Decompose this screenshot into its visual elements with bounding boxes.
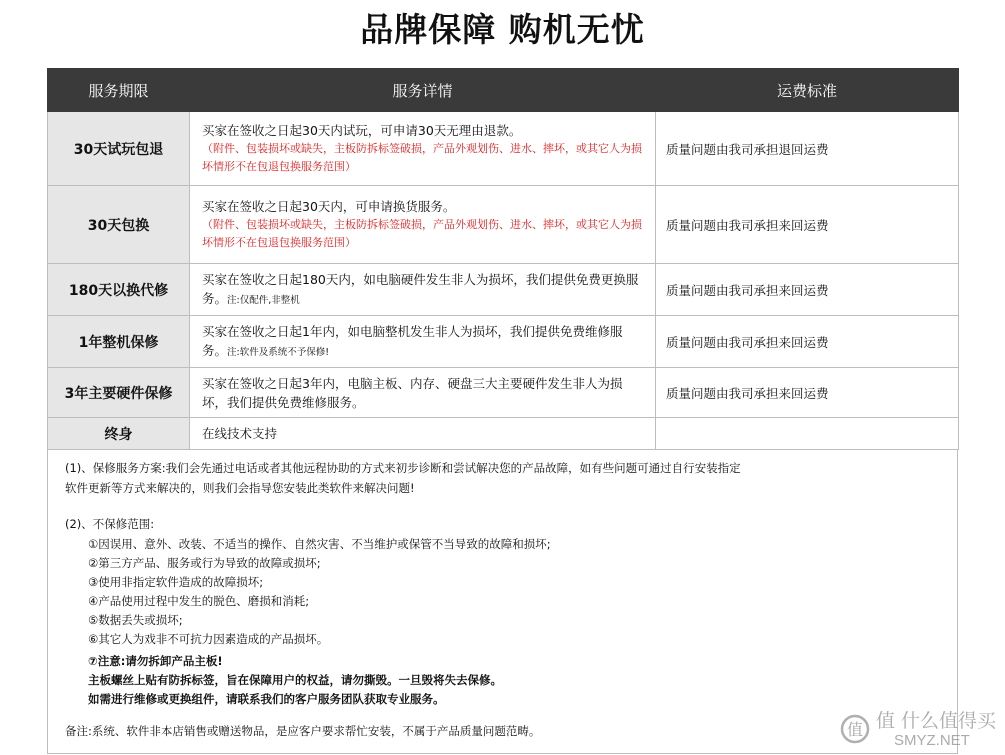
warning-line: 如需进行维修或更换组件，请联系我们的客户服务团队获取专业服务。	[88, 692, 445, 706]
fee-cell: 质量问题由我司承担来回运费	[656, 316, 959, 368]
scope-item: ①因误用、意外、改装、不适当的操作、自然灾害、不当维护或保管不当导致的故障和损坏;	[88, 537, 551, 551]
scope-title: (2)、不保修范围:	[65, 517, 155, 531]
period-cell: 3年主要硬件保修	[48, 368, 190, 418]
scope-item: ②第三方产品、服务或行为导致的故障或损坏;	[88, 556, 321, 570]
detail-text: 买家在签收之日起180天内，如电脑硬件发生非人为损坏，我们提供免费更换服务。	[202, 271, 639, 306]
warning-title: ⑦注意:请勿拆卸产品主板!	[88, 654, 223, 668]
detail-cell	[190, 316, 656, 368]
scope-item: ④产品使用过程中发生的脱色、磨损和消耗;	[88, 594, 310, 608]
table-header-row	[48, 69, 959, 112]
fee-cell: 质量问题由我司承担来回运费	[656, 368, 959, 418]
header-shipping-fee: 运费标准	[656, 69, 959, 112]
detail-inline-note: 注:仅配件,非整机	[227, 294, 300, 306]
header-service-detail: 服务详情	[190, 69, 656, 112]
scope-item: ⑤数据丢失或损坏;	[88, 613, 183, 627]
period-cell: 30天包换	[48, 186, 190, 264]
service-table	[47, 68, 959, 450]
detail-cell: 在线技术支持	[190, 418, 656, 450]
detail-cell	[190, 264, 656, 316]
header-service-period: 服务期限	[48, 69, 190, 112]
period-cell: 180天以换代修	[48, 264, 190, 316]
warning-line: 主板螺丝上贴有防拆标签，旨在保障用户的权益，请勿撕毁。一旦毁将失去保修。	[88, 673, 502, 687]
remark-line: 备注:系统、软件非本店销售或赠送物品，是应客户要求帮忙安装，不属于产品质量问题范畴。	[65, 724, 541, 738]
fee-cell: 质量问题由我司承担来回运费	[656, 186, 959, 264]
table-row	[48, 264, 959, 316]
table-row	[48, 112, 959, 186]
repair-plan-line: 软件更新等方式来解决的，则我们会指导您安装此类软件来解决问题!	[65, 481, 415, 495]
period-cell: 1年整机保修	[48, 316, 190, 368]
detail-cell: 买家在签收之日起3年内，电脑主板、内存、硬盘三大主要硬件发生非人为损坏，我们提供免费维修服务。	[190, 368, 656, 418]
period-cell: 30天试玩包退	[48, 112, 190, 186]
table-row	[48, 316, 959, 368]
table-row	[48, 186, 959, 264]
detail-cell	[190, 112, 656, 186]
page-title: 品牌保障 购机无忧	[360, 10, 645, 49]
detail-exclusion-note: （附件、包装损坏或缺失，主板防拆标签破损，产品外观划伤、进水、摔坏，或其它人为损坏情形不在包退包换服务范围）	[202, 218, 642, 249]
detail-text: 买家在签收之日起1年内，如电脑整机发生非人为损坏，我们提供免费维修服务。	[202, 323, 623, 358]
watermark-text: 值 什么值得买	[876, 710, 997, 732]
fee-cell: 质量问题由我司承担来回运费	[656, 264, 959, 316]
watermark-sub: SMYZ.NET	[894, 732, 970, 749]
watermark	[840, 710, 1000, 754]
fee-cell: 质量问题由我司承担退回运费	[656, 112, 959, 186]
watermark-logo-icon	[840, 714, 870, 744]
scope-item: ③使用非指定软件造成的故障损坏;	[88, 575, 264, 589]
detail-cell	[190, 186, 656, 264]
period-cell: 终身	[48, 418, 190, 450]
svg-text:值: 值	[846, 720, 864, 739]
repair-plan-line: (1)、保修服务方案:我们会先通过电话或者其他远程协助的方式来初步诊断和尝试解决您的产品故障，如有些问题可通过自行安装指定	[65, 461, 741, 475]
table-row	[48, 368, 959, 418]
table-row	[48, 418, 959, 450]
detail-text: 买家在签收之日起30天内试玩，可申请30天无理由退款。	[202, 123, 522, 138]
detail-exclusion-note: （附件、包装损坏或缺失，主板防拆标签破损，产品外观划伤、进水、摔坏，或其它人为损坏情形不在包退包换服务范围）	[202, 142, 642, 173]
fee-cell	[656, 418, 959, 450]
notes-box	[47, 449, 958, 754]
detail-inline-note: 注:软件及系统不予保修!	[227, 346, 330, 358]
scope-item: ⑥其它人为戏非不可抗力因素造成的产品损坏。	[88, 632, 329, 646]
detail-text: 买家在签收之日起30天内，可申请换货服务。	[202, 199, 456, 214]
